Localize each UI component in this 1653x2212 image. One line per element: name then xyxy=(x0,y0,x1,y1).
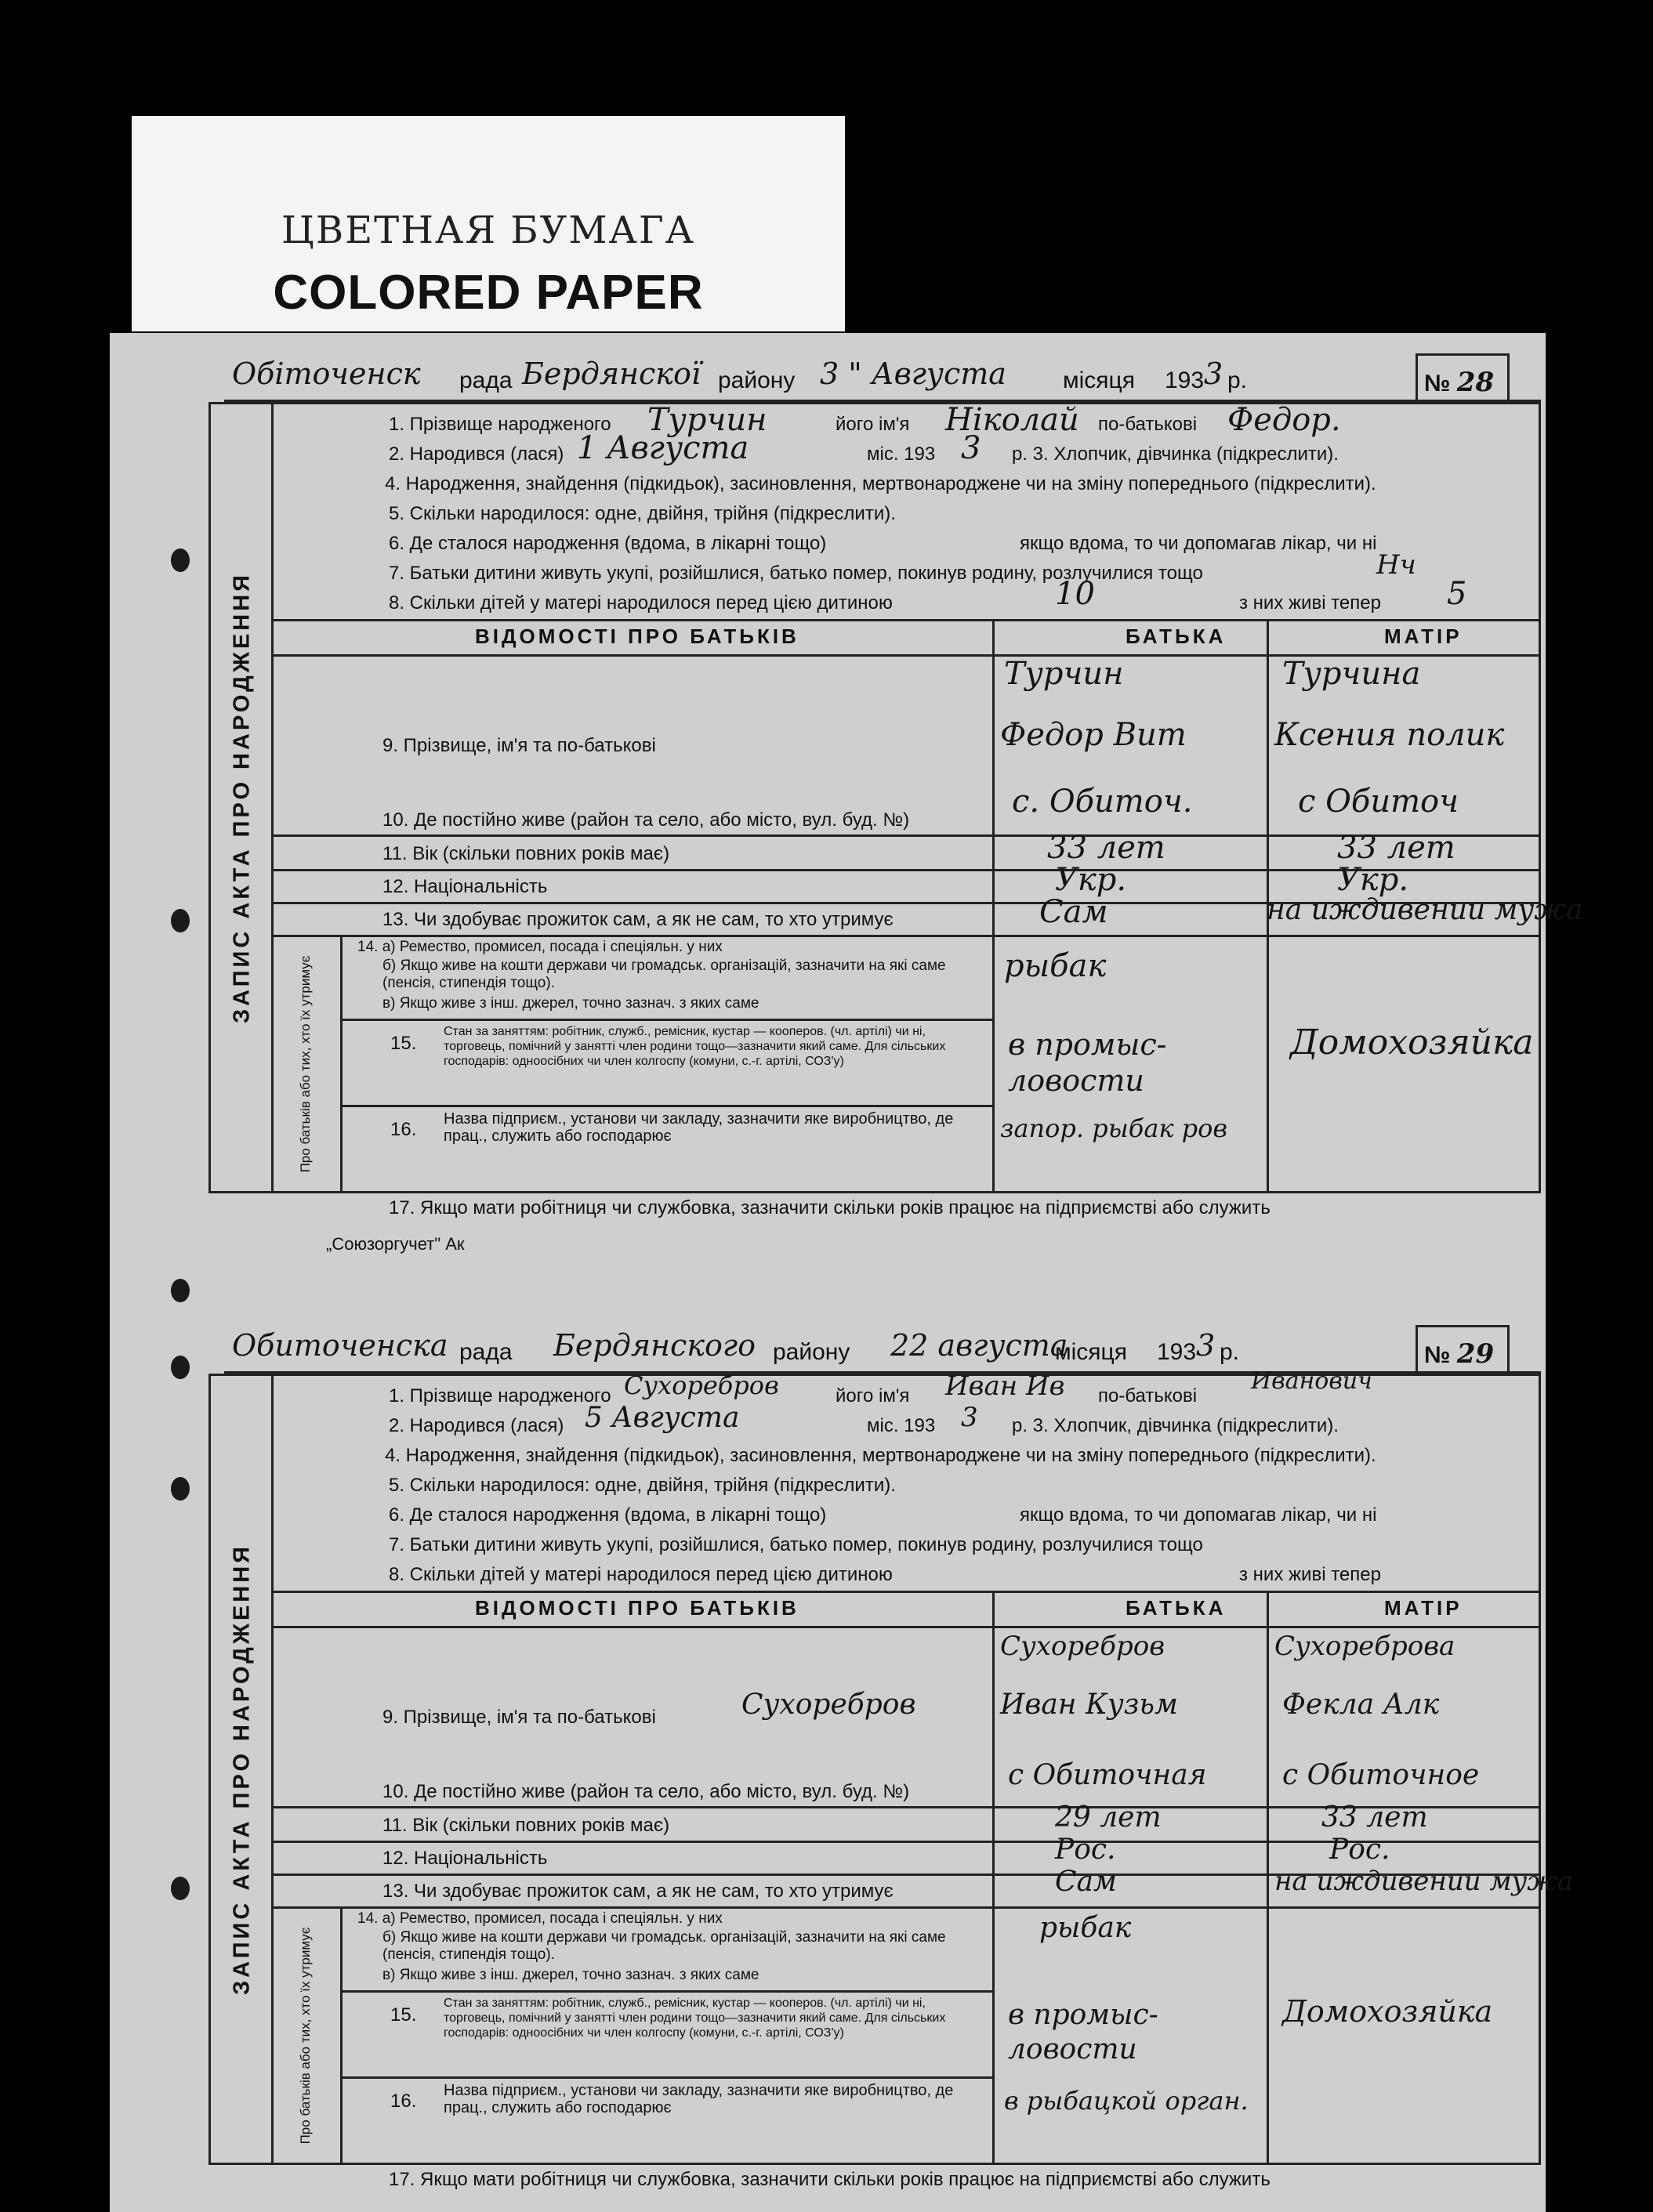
number-label: № xyxy=(1424,1342,1451,1368)
colored-paper-en: COLORED PAPER xyxy=(273,266,704,320)
label-mother-work: 17. Якщо мати робітниця чи службовка, зазначити скільки років працює на підприємстві або служить xyxy=(389,1197,1271,1218)
birth-record-form-2 xyxy=(208,1320,1574,2212)
father-status: в промыс- ловости xyxy=(1008,1999,1158,2065)
value-name: Иван Ив xyxy=(945,1370,1065,1402)
label-trade-a: 14. а) Ремество, промисел, посада і спеціяльн. у них xyxy=(357,939,723,955)
record-number: 29 xyxy=(1456,1338,1495,1370)
binding-hole xyxy=(171,1477,190,1501)
rayon-label: району xyxy=(773,1339,850,1365)
label-sex: р. 3. Хлопчик, дівчинка (підкреслити). xyxy=(1012,443,1339,465)
binding-hole xyxy=(171,1877,190,1900)
mother-residence: с Обиточ xyxy=(1298,784,1459,820)
label-place: 6. Де сталося народження (вдома, в лікарні тощо) xyxy=(389,533,827,554)
mother-surname: Сухореброва xyxy=(1274,1631,1455,1662)
mother-name: Ксения полик xyxy=(1274,717,1505,753)
rule xyxy=(271,1906,1541,1909)
father-support: Сам xyxy=(1055,1866,1117,1898)
rule xyxy=(340,1105,992,1107)
info-extra: Сухоребров xyxy=(741,1689,916,1721)
rule xyxy=(271,619,1541,621)
label-parent-name: 9. Прізвище, ім'я та по-батькові xyxy=(382,735,656,756)
year-suffix: р. xyxy=(1220,1339,1240,1365)
label-trade-b: б) Якщо живе на кошти держави чи громадськ. організацій, зазначити на які саме (пенсія, стипендія тощо). xyxy=(382,1929,946,1963)
year-suffix: р. xyxy=(1227,367,1248,393)
father-trade: рыбак xyxy=(1039,1912,1132,1944)
binding-hole xyxy=(171,548,190,572)
side-title-box xyxy=(208,1374,271,2165)
col-info: ВІДОМОСТІ ПРО БАТЬКІВ xyxy=(475,625,799,648)
value-name: Ніколай xyxy=(945,402,1079,438)
label-patronymic: по-батькові xyxy=(1098,1385,1198,1406)
rayon-label: району xyxy=(718,367,796,393)
mother-residence: с Обиточное xyxy=(1282,1759,1480,1791)
label-trade-c: в) Якщо живе з інш. джерел, точно зазнач. з яких саме xyxy=(382,995,759,1012)
value-children-alive: 5 xyxy=(1447,576,1467,612)
value-patronymic: Иванович xyxy=(1251,1367,1372,1395)
rule xyxy=(340,1906,343,2165)
label-age: 11. Вік (скільки повних років має) xyxy=(382,843,670,864)
record-number-box xyxy=(1416,1325,1510,1375)
mother-age: 33 лет xyxy=(1321,1801,1428,1834)
col-father: БАТЬКА xyxy=(1126,625,1227,648)
label-born: 2. Народився (лася) xyxy=(389,1415,564,1436)
rada-label: рада xyxy=(459,1339,513,1365)
rule xyxy=(340,935,343,1193)
col-mother: МАТІР xyxy=(1384,625,1463,648)
rule xyxy=(992,619,995,1193)
mother-nationality: Рос. xyxy=(1329,1834,1390,1866)
col-info: ВІДОМОСТІ ПРО БАТЬКІВ xyxy=(475,1596,799,1620)
rule xyxy=(271,1591,1541,1593)
sub-side-label: Про батьків або тих, хто їх утримує xyxy=(298,955,313,1173)
mother-trade: Домохозяйка xyxy=(1282,1994,1493,2029)
label-workplace: Назва підприєм., установи чи закладу, зазначити яке виробництво, де прац., служить або господарює xyxy=(444,2082,954,2116)
label-status-num: 15. xyxy=(390,2004,417,2026)
binding-hole xyxy=(171,1279,190,1302)
printer-mark: „Союзоргучет" Ак xyxy=(326,1234,465,1254)
label-count: 5. Скільки народилося: одне, двійня, трійня (підкреслити). xyxy=(389,503,896,524)
rule xyxy=(271,935,1541,937)
father-workplace: запор. рыбак ров xyxy=(1000,1113,1228,1143)
label-status-num: 15. xyxy=(390,1033,417,1054)
label-support: 13. Чи здобуває прожиток сам, а як не сам, то хто утримує xyxy=(382,1881,894,1902)
record-number: 28 xyxy=(1456,367,1495,398)
label-residence: 10. Де постійно живе (район та село, або місто, вул. буд. №) xyxy=(382,1781,910,1802)
rayon-value: Бердянскої xyxy=(522,357,701,391)
value-born-year: 3 xyxy=(961,1402,978,1433)
rada-value: Обіточенск xyxy=(232,357,421,391)
col-mother: МАТІР xyxy=(1384,1596,1463,1620)
label-workplace: Назва підприєм., установи чи закладу, зазначити яке виробництво, де прац., служить або господарює xyxy=(444,1110,954,1145)
father-nationality: Рос. xyxy=(1055,1834,1116,1866)
label-nationality: 12. Національність xyxy=(382,876,548,897)
label-surname: 1. Прізвище народженого xyxy=(389,414,611,435)
label-alive: з них живі тепер xyxy=(1239,592,1381,614)
rule xyxy=(992,1591,995,2165)
label-born-year: міс. 193 xyxy=(867,1415,936,1436)
label-place-num: 16. xyxy=(390,1119,417,1140)
year-value: 3 xyxy=(1204,357,1223,391)
father-age: 29 лет xyxy=(1055,1801,1162,1834)
value-patronymic: Федор. xyxy=(1227,402,1341,438)
value-born-day: 5 Августа xyxy=(585,1402,740,1434)
label-status: Стан за заняттям: робітник, служб., ремісник, кустар — кооперов. (чл. артілі) чи ні, торговець, помічний у занятті член родини тощо—зазначити який саме. Для сільських господарів: одноосібних чи член колгоспу (комуни, с.-г. артілі, СОЗ'у) xyxy=(444,1025,946,1068)
colored-paper-label xyxy=(132,116,845,331)
father-nationality: Укр. xyxy=(1055,862,1127,898)
col-father: БАТЬКА xyxy=(1126,1596,1227,1620)
label-trade-a: 14. а) Ремество, промисел, посада і спеціяльн. у них xyxy=(357,1910,723,1927)
label-place-num: 16. xyxy=(390,2091,417,2112)
label-parent-name: 9. Прізвище, ім'я та по-батькові xyxy=(382,1707,656,1728)
binding-hole xyxy=(171,1356,190,1379)
label-nationality: 12. Національність xyxy=(382,1848,548,1869)
label-born: 2. Народився (лася) xyxy=(389,443,564,465)
label-patronymic: по-батькові xyxy=(1098,414,1198,435)
father-surname: Сухоребров xyxy=(1000,1631,1165,1662)
number-label: № xyxy=(1424,371,1451,396)
label-birth-type: 4. Народження, знайдення (підкидьок), засиновлення, мертвонароджене чи на зміну попереднього (підкреслити). xyxy=(385,1445,1376,1466)
father-workplace: в рыбацкой орган. xyxy=(1004,2086,1249,2116)
rada-value: Обиточенска xyxy=(232,1328,448,1363)
side-title: ЗАПИС АКТА ПРО НАРОДЖЕННЯ xyxy=(229,1543,255,1996)
rule xyxy=(340,1019,992,1021)
label-trade-b: б) Якщо живе на кошти держави чи громадськ. організацій, зазначити на які саме (пенсія, стипендія тощо). xyxy=(382,958,946,991)
rule xyxy=(1267,1591,1269,2165)
rayon-value: Бердянского xyxy=(553,1328,756,1363)
father-residence: с Обиточная xyxy=(1008,1759,1207,1791)
label-doctor: якщо вдома, то чи допомагав лікар, чи ні xyxy=(1020,1504,1377,1526)
label-support: 13. Чи здобуває прожиток сам, а як не сам, то хто утримує xyxy=(382,909,894,930)
mother-nationality: Укр. xyxy=(1337,862,1409,898)
rule xyxy=(340,2076,992,2079)
value-children-before: 10 xyxy=(1055,576,1095,612)
label-mother-work: 17. Якщо мати робітниця чи службовка, зазначити скільки років працює на підприємстві або служить xyxy=(389,2169,1271,2190)
value-born-year: 3 xyxy=(961,430,981,466)
rule xyxy=(340,1990,992,1993)
label-birth-type: 4. Народження, знайдення (підкидьок), засиновлення, мертвонароджене чи на зміну попереднього (підкреслити). xyxy=(385,473,1376,494)
sub-side-label: Про батьків або тих, хто їх утримує xyxy=(298,1927,313,2145)
father-surname: Турчин xyxy=(1004,656,1124,692)
label-parents-status: 7. Батьки дитини живуть укупі, розійшлися, батько помер, покинув родину, розлучилися тощо xyxy=(389,563,1203,584)
label-children: 8. Скільки дітей у матері народилося перед цією дитиною xyxy=(389,592,893,614)
label-parents-status: 7. Батьки дитини живуть укупі, розійшлися, батько помер, покинув родину, розлучилися тощо xyxy=(389,1534,1203,1555)
side-title: ЗАПИС АКТА ПРО НАРОДЖЕННЯ xyxy=(229,571,255,1024)
rada-label: рада xyxy=(459,367,513,393)
father-age: 33 лет xyxy=(1047,830,1165,866)
label-residence: 10. Де постійно живе (район та село, або місто, вул. буд. №) xyxy=(382,809,910,831)
value-surname: Турчин xyxy=(647,402,767,438)
value-surname: Сухоребров xyxy=(624,1370,779,1400)
month-label: місяця xyxy=(1063,367,1135,393)
mother-support: на иждивении мужа xyxy=(1274,1866,1574,1897)
year-prefix: 193 xyxy=(1157,1339,1197,1365)
binding-holes xyxy=(110,333,204,2212)
label-trade-c: в) Якщо живе з інш. джерел, точно зазнач. з яких саме xyxy=(382,1967,759,1983)
record-header xyxy=(224,355,1541,402)
mother-support: на иждивении мужа xyxy=(1267,894,1583,926)
mother-age: 33 лет xyxy=(1337,830,1455,866)
binding-hole xyxy=(171,909,190,932)
father-name: Иван Кузьм xyxy=(1000,1689,1178,1721)
father-status: в промыс- ловости xyxy=(1008,1027,1167,1098)
record-header xyxy=(224,1327,1541,1374)
label-surname: 1. Прізвище народженого xyxy=(389,1385,611,1406)
mother-name: Фекла Алк xyxy=(1282,1689,1440,1721)
label-children: 8. Скільки дітей у матері народилося перед цією дитиною xyxy=(389,1564,893,1585)
month-label: місяця xyxy=(1055,1339,1127,1365)
birth-record-sheet xyxy=(110,333,1583,2212)
label-age: 11. Вік (скільки повних років має) xyxy=(382,1815,670,1836)
date-value: 22 августа xyxy=(890,1328,1068,1363)
mother-trade: Домохозяйка xyxy=(1290,1023,1534,1063)
rule xyxy=(271,1626,1541,1628)
father-trade: рыбак xyxy=(1004,948,1107,984)
value-born-day: 1 Августа xyxy=(577,430,749,466)
father-support: Сам xyxy=(1039,894,1108,930)
label-count: 5. Скільки народилося: одне, двійня, трійня (підкреслити). xyxy=(389,1475,896,1496)
value-parents-status: Нч xyxy=(1376,549,1416,581)
label-name: його ім'я xyxy=(836,1385,910,1406)
year-prefix: 193 xyxy=(1165,367,1205,393)
label-born-year: міс. 193 xyxy=(867,443,936,465)
label-alive: з них живі тепер xyxy=(1239,1564,1381,1585)
label-doctor: якщо вдома, то чи допомагав лікар, чи ні xyxy=(1020,533,1377,554)
label-sex: р. 3. Хлопчик, дівчинка (підкреслити). xyxy=(1012,1415,1339,1436)
record-number-box xyxy=(1416,353,1510,404)
date-value: 3 " Августа xyxy=(820,357,1006,391)
father-name: Федор Вит xyxy=(1000,717,1187,753)
colored-paper-ru: ЦВЕТНАЯ БУМАГА xyxy=(281,208,695,252)
father-residence: с. Обиточ. xyxy=(1012,784,1193,820)
mother-surname: Турчина xyxy=(1282,656,1421,692)
side-title-box xyxy=(208,402,271,1193)
label-name: його ім'я xyxy=(836,414,910,435)
label-place: 6. Де сталося народження (вдома, в лікарні тощо) xyxy=(389,1504,827,1526)
year-value: 3 xyxy=(1196,1328,1216,1363)
label-status: Стан за заняттям: робітник, служб., ремісник, кустар — кооперов. (чл. артілі) чи ні, торговець, помічний у занятті член родини тощо—зазначити який саме. Для сільських господарів: одноосібних чи член колгоспу (комуни, с.-г. артілі, СОЗ'у) xyxy=(444,1997,946,2040)
birth-record-form-1 xyxy=(208,349,1583,1258)
